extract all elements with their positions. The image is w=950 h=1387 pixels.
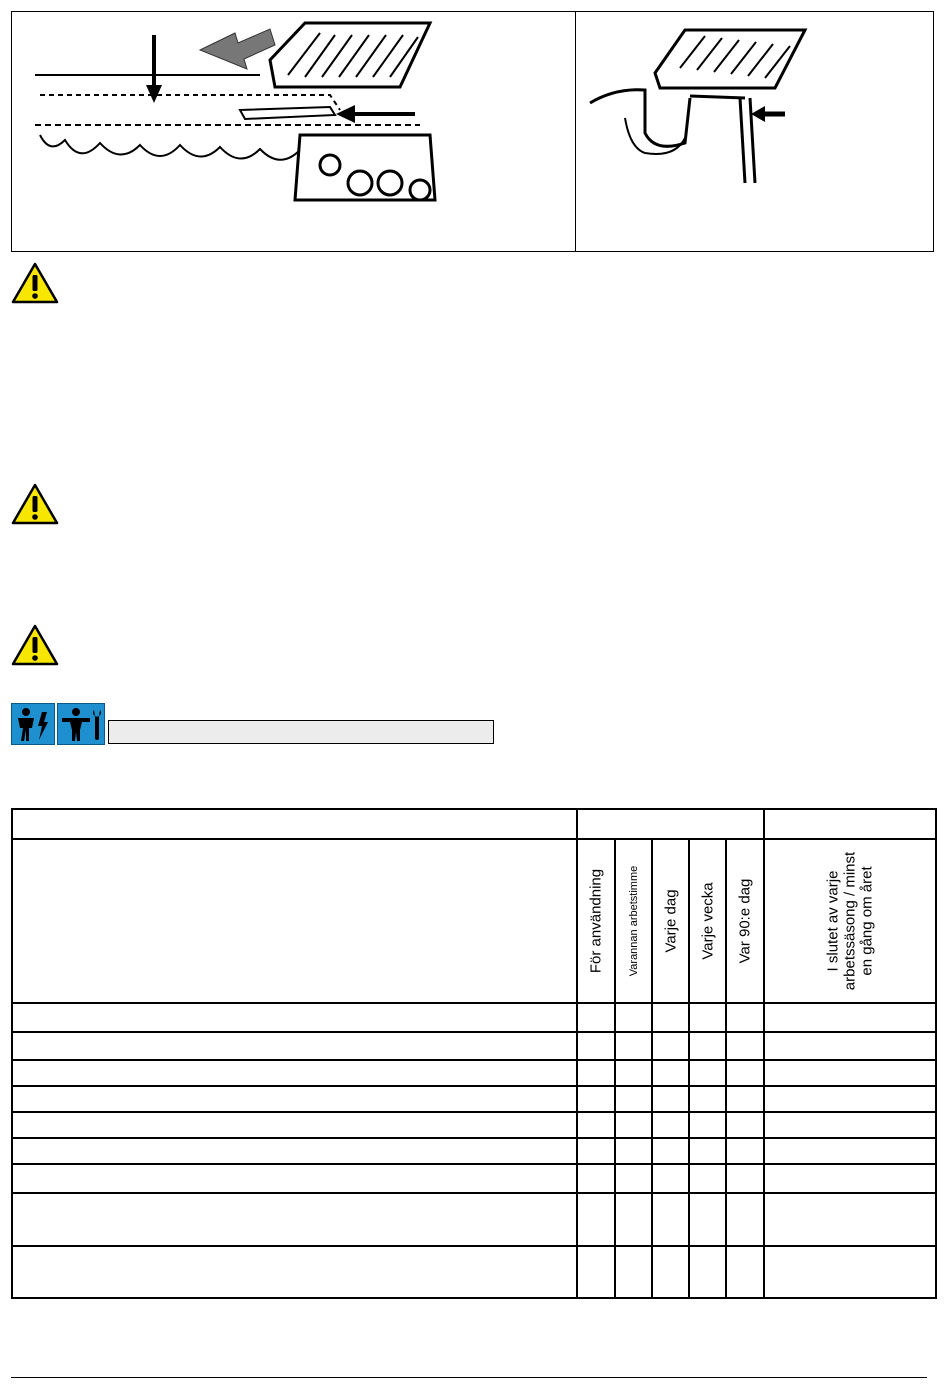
- table-row: [12, 1164, 936, 1193]
- maintenance-person-wrench-icon: [57, 703, 105, 745]
- illustration-divider: [575, 11, 576, 251]
- table-row: [12, 1032, 936, 1060]
- table-row: [12, 1193, 936, 1246]
- section-title-bar: [108, 720, 494, 744]
- warning-triangle-icon: [11, 483, 59, 525]
- table-header-cell: [12, 809, 577, 839]
- column-header: I slutet av varje arbetssäsong / minst en gång om året: [764, 839, 936, 1003]
- electrical-hazard-person-icon: [11, 703, 55, 745]
- table-column-header-row: [12, 839, 936, 1003]
- table-row: [12, 1060, 936, 1086]
- chain-bar-illustration: [30, 15, 450, 225]
- table-row: [12, 1086, 936, 1112]
- cutter-tooth-illustration: [585, 18, 825, 193]
- column-header: Var 90:e dag: [726, 839, 764, 1003]
- warning-triangle-icon: [11, 624, 59, 666]
- table-header-row: [12, 809, 936, 839]
- table-header-cell: [764, 809, 936, 839]
- warning-triangle-icon: [11, 262, 59, 304]
- table-header-cell: [12, 839, 577, 1003]
- column-header: Varje vecka: [689, 839, 726, 1003]
- table-row: [12, 1138, 936, 1164]
- column-header: Varje dag: [652, 839, 689, 1003]
- table-row: [12, 1246, 936, 1298]
- table-header-cell: [577, 809, 764, 839]
- column-header: Varannan arbetstimme: [615, 839, 652, 1003]
- footer-rule: [11, 1377, 927, 1378]
- column-header: För användning: [577, 839, 615, 1003]
- table-row: [12, 1112, 936, 1138]
- table-row: [12, 1003, 936, 1032]
- maintenance-schedule-table: [11, 808, 937, 1299]
